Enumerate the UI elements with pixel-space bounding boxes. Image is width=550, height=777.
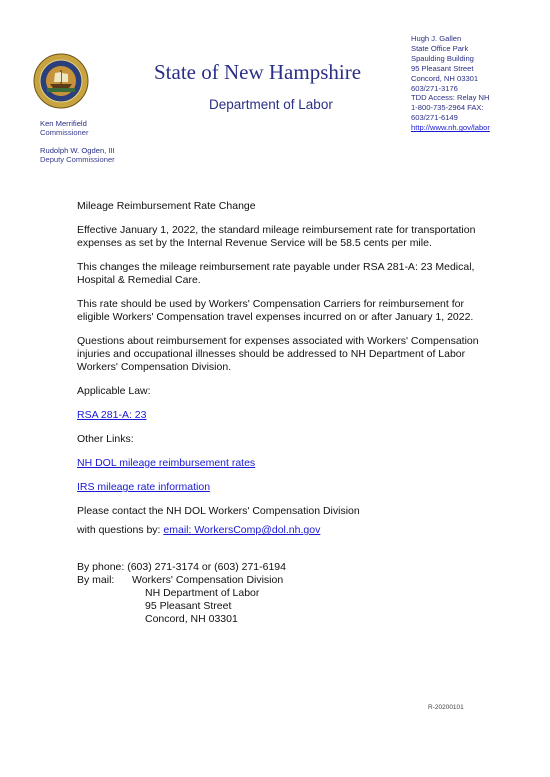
address-line: Hugh J. Gallen bbox=[411, 34, 462, 43]
mail-block bbox=[77, 574, 497, 587]
contact-email-link[interactable]: email: WorkersComp@dol.nh.gov bbox=[163, 524, 321, 536]
contact-email-prefix: with questions by: bbox=[77, 524, 164, 536]
letter-body bbox=[77, 200, 497, 626]
address-line: 603/271-3176 bbox=[411, 83, 458, 93]
address-line: 603/271-6149 bbox=[411, 113, 458, 123]
address-line: 1-800-735-2964 FAX: bbox=[411, 103, 484, 113]
deputy-commissioner-name: Rudolph W. Ogden, III bbox=[40, 145, 115, 155]
address-line: State Office Park bbox=[411, 43, 469, 53]
contact-line: Please contact the NH DOL Workers' Compensation Division bbox=[77, 505, 360, 517]
paragraph-rsa-change: This changes the mileage reimbursement rate payable under RSA 281-A: 23 Medical, Hospital & Remedial Care. bbox=[77, 261, 475, 286]
mail-line: NH Department of Labor bbox=[145, 587, 260, 599]
mail-line: Workers' Compensation Division bbox=[132, 574, 284, 586]
address-line: 95 Pleasant Street bbox=[411, 63, 474, 73]
form-code: R-20200101 bbox=[428, 704, 464, 711]
officials-block bbox=[40, 119, 115, 165]
commissioner-name: Ken Merrifield bbox=[40, 119, 87, 128]
subject-line: Mileage Reimbursement Rate Change bbox=[77, 200, 256, 212]
commissioner-title: Commissioner bbox=[40, 128, 89, 138]
applicable-law-label: Applicable Law: bbox=[77, 385, 151, 397]
address-line: TDD Access: Relay NH bbox=[411, 93, 490, 103]
paragraph-effective-date: Effective January 1, 2022, the standard mileage reimbursement rate for transportation expenses as set by the Internal Revenue Service will be 58.5 cents per mile. bbox=[77, 224, 476, 249]
mail-line: Concord, NH 03301 bbox=[145, 613, 238, 625]
paragraph-questions: Questions about reimbursement for expenses associated with Workers' Compensation injuries and occupational illnesses should be addressed to NH Department of Labor Workers' Compensation Division. bbox=[77, 335, 479, 373]
contact-email-line bbox=[77, 524, 497, 537]
irs-mileage-link[interactable]: IRS mileage rate information bbox=[77, 481, 211, 493]
address-line: Spaulding Building bbox=[411, 53, 474, 63]
state-title: State of New Hampshire bbox=[154, 60, 362, 84]
address-line: Concord, NH 03301 bbox=[411, 73, 479, 83]
mail-line: 95 Pleasant Street bbox=[145, 600, 232, 612]
department-name: Department of Labor bbox=[209, 97, 333, 112]
deputy-commissioner-title: Deputy Commissioner bbox=[40, 155, 115, 165]
website-link[interactable]: http://www.nh.gov/labor bbox=[411, 123, 490, 133]
state-seal-logo bbox=[33, 53, 89, 109]
other-links-label: Other Links: bbox=[77, 433, 134, 445]
paragraph-carriers: This rate should be used by Workers' Compensation Carriers for reimbursement for eligible Workers' Compensation travel expenses incurred on or after January 1, 2022. bbox=[77, 298, 474, 323]
phone-line: By phone: (603) 271-3174 or (603) 271-6194 bbox=[77, 561, 286, 573]
nh-dol-mileage-link[interactable]: NH DOL mileage reimbursement rates bbox=[77, 457, 256, 469]
mail-label: By mail: bbox=[77, 574, 115, 586]
department-address-block bbox=[411, 34, 490, 133]
rsa-law-link[interactable]: RSA 281-A: 23 bbox=[77, 409, 147, 421]
